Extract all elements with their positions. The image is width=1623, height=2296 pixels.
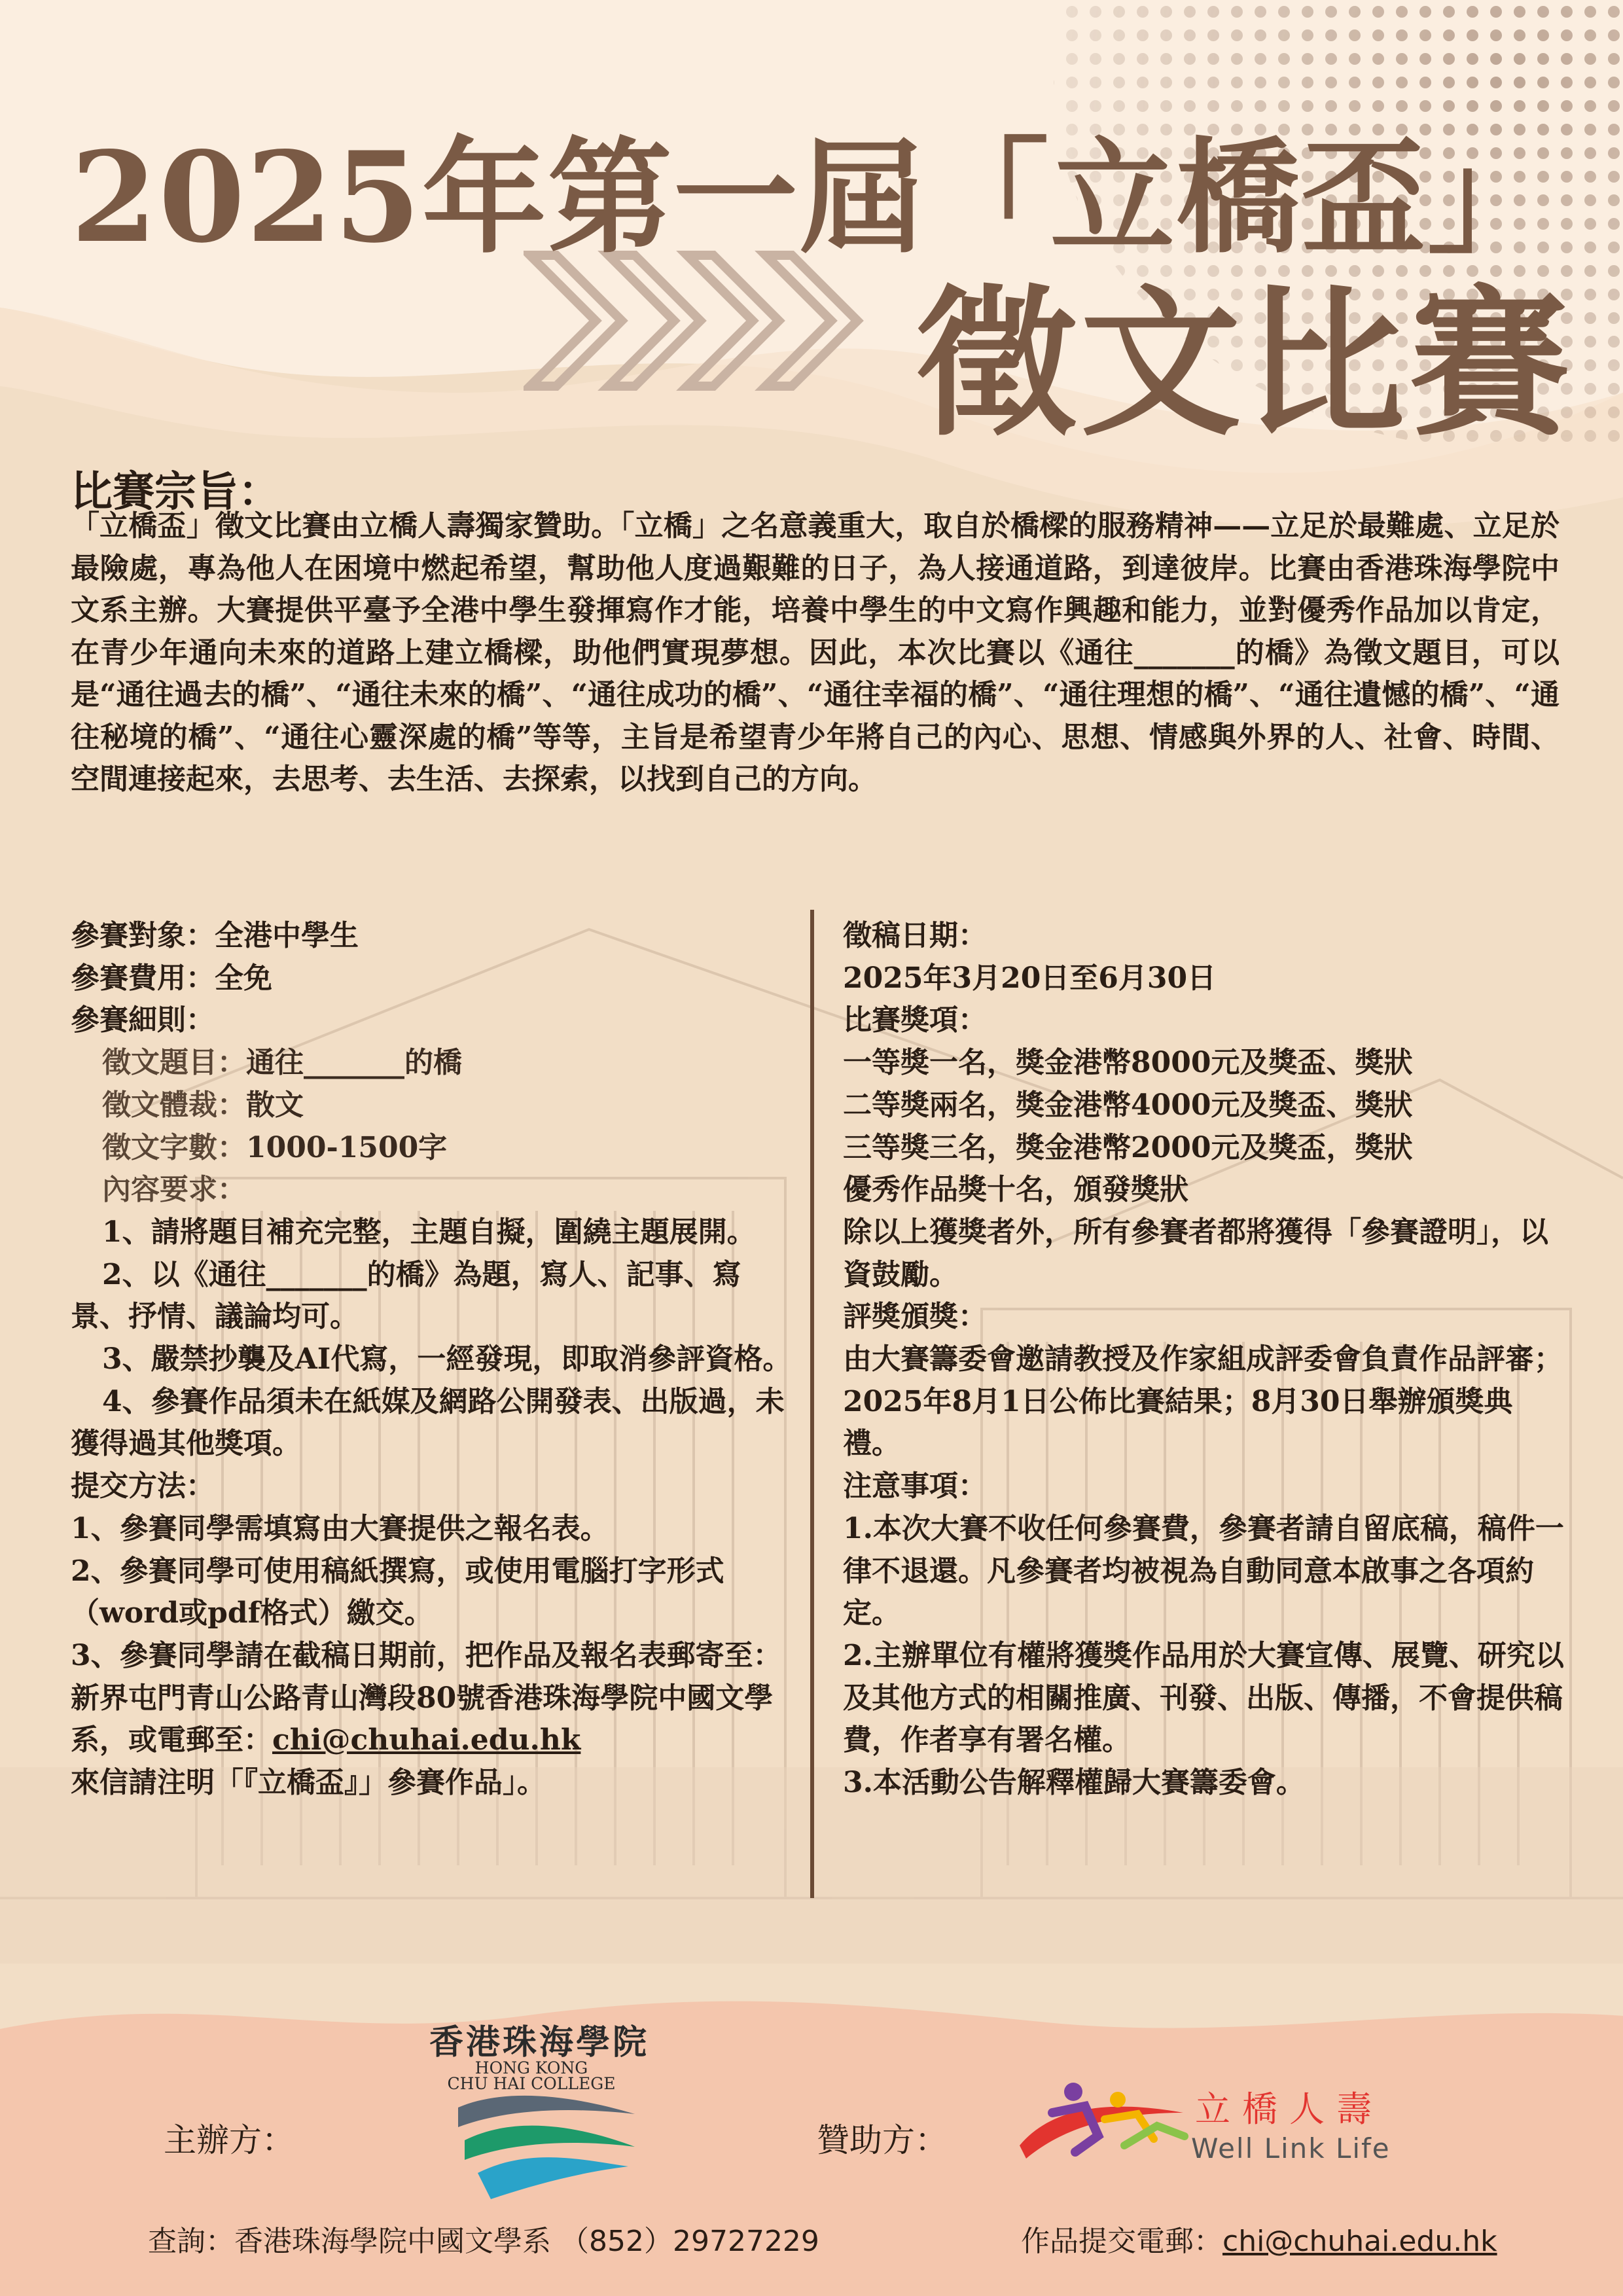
title-line-2: 徵文比賽 (916, 271, 1573, 457)
deadline-heading: 徵稿日期： (843, 919, 987, 952)
awards-heading: 比賽獎項： (843, 1003, 987, 1037)
note-3: 3.本活動公告解釋權歸大賽籌委會。 (843, 1766, 1305, 1800)
sponsor-label: 贊助方： (817, 2121, 948, 2159)
submit-3 (71, 1635, 797, 1762)
column-divider (810, 910, 814, 1898)
rules-heading: 參賽細則： (71, 1003, 215, 1037)
chuhai-logo-cn: 香港珠海學院 (429, 2022, 650, 2062)
submit-email-link[interactable]: chi@chuhai.edu.hk (272, 1723, 581, 1757)
wordcount-line (71, 1127, 797, 1170)
organizer-label: 主辦方： (164, 2121, 294, 2159)
content-heading: 內容要求： (102, 1173, 246, 1207)
award-2: 二等獎兩名，獎金港幣4000元及獎盃、獎狀 (843, 1088, 1413, 1122)
submit-heading: 提交方法： (71, 1469, 215, 1503)
left-column (71, 915, 797, 1804)
requirement-1: 1、請將題目補充完整，主題自擬，圍繞主題展開。 (102, 1215, 756, 1249)
genre-line (71, 1085, 797, 1127)
chuhai-logo-en (440, 2060, 623, 2092)
enquiry-line: 查詢：香港珠海學院中國文學系 （852）29727229 (148, 2225, 819, 2258)
well-link-life-cn: 立橋人壽 (1195, 2089, 1383, 2130)
deadline-value: 2025年3月20日至6月30日 (843, 961, 1217, 995)
award-5: 除以上獲獎者外，所有參賽者都將獲得「參賽證明」，以資鼓勵。 (843, 1215, 1548, 1291)
submit-3-text: 3、參賽同學請在截稿日期前，把作品及報名表郵寄至：新界屯門青山公路青山灣段80號香港珠海學院中國文學系，或電郵至： (71, 1638, 782, 1757)
purpose-heading: 比賽宗旨： (71, 467, 280, 516)
requirement-3: 3、嚴禁抄襲及AI代寫，一經發現，即取消參評資格。 (102, 1342, 792, 1376)
requirement-4: 4、參賽作品須未在紙媒及網路公開發表、出版過，未獲得過其他獎項。 (71, 1384, 785, 1461)
target-line: 參賽對象：全港中學生 (71, 919, 359, 952)
judging-body: 由大賽籌委會邀請教授及作家組成評委會負責作品評審；2025年8月1日公佈比賽結果；8月30日舉辦頒獎典禮。 (843, 1342, 1563, 1461)
fee-line: 參賽費用：全免 (71, 961, 272, 995)
notes-heading: 注意事項： (843, 1469, 987, 1503)
topic-line (71, 1042, 797, 1085)
topic-value: 通往_______的橋 (246, 1046, 462, 1080)
submit-email-line (1021, 2217, 1497, 2259)
well-link-life-en: Well Link Life (1191, 2132, 1391, 2164)
chuhai-wave-logo-icon (452, 2088, 641, 2206)
wordcount-label: 徵文字數： (102, 1130, 246, 1164)
well-link-life-logo-icon (1013, 2073, 1190, 2172)
submit-2: 2、參賽同學可使用稿紙撰寫，或使用電腦打字形式（word或pdf格式）繳交。 (71, 1554, 724, 1630)
title-line-1: 2025年第一屆「立橋盃」 (71, 124, 1553, 270)
submit-email-label: 作品提交電郵： (1021, 2225, 1222, 2258)
footer-email-link[interactable]: chi@chuhai.edu.hk (1222, 2225, 1497, 2258)
award-4: 優秀作品獎十名，頒發獎狀 (843, 1173, 1188, 1207)
judging-heading: 評獎頒獎： (843, 1300, 987, 1334)
chuhai-en-line-1: HONG KONG (474, 2058, 588, 2077)
submit-1: 1、參賽同學需填寫由大賽提供之報名表。 (71, 1511, 609, 1545)
note-1: 1.本次大賽不收任何參賽費，參賽者請自留底稿，稿件一律不退還。凡參賽者均被視為自動同意本啟事之各項約定。 (843, 1511, 1564, 1630)
wordcount-value: 1000-1500字 (246, 1130, 448, 1164)
requirement-2: 2、以《通往_______的橋》為題，寫人、記事、寫景、抒情、議論均可。 (71, 1257, 741, 1334)
submit-note: 來信請注明「『立橋盃』」參賽作品」。 (71, 1766, 546, 1800)
genre-label: 徵文體裁： (102, 1088, 246, 1122)
award-3: 三等獎三名，獎金港幣2000元及獎盃，獎狀 (843, 1130, 1413, 1164)
right-column (843, 915, 1569, 1804)
purpose-body: 「立橋盃」徵文比賽由立橋人壽獨家贊助。「立橋」之名意義重大，取自於橋樑的服務精神——立足於最難處、立足於最險處，專為他人在困境中燃起希望，幫助他人度過艱難的日子，為人接通道路，到達彼岸。比賽由香港珠海學院中文系主辦。大賽提供平臺予全港中學生發揮寫作才能，培養中學生的中文寫作興趣和能力，並對優秀作品加以肯定，在青少年通向未來的道路上建立橋樑，助他們實現夢想。因此，本次比賽以《通往_______的橋》為徵文題目，可以是“通往過去的橋”、“通往未來的橋”、“通往成功的橋”、“通往幸福的橋”、“通往理想的橋”、“通往遺憾的橋”、“通往秘境的橋”、“通往心靈深處的橋”等等，主旨是希望青少年將自己的內心、思想、情感與外界的人、社會、時間、空間連接起來，去思考、去生活、去探索，以找到自己的方向。 (71, 509, 1560, 796)
genre-value: 散文 (246, 1088, 304, 1122)
award-1: 一等獎一名，獎金港幣8000元及獎盃、獎狀 (843, 1046, 1413, 1080)
topic-label: 徵文題目： (102, 1046, 246, 1080)
note-2: 2.主辦單位有權將獲獎作品用於大賽宣傳、展覽、研究以及其他方式的相關推廣、刊發、出版、傳播，不會提供稿費，作者享有署名權。 (843, 1638, 1564, 1757)
chuhai-en-line-2: CHU HAI COLLEGE (447, 2074, 616, 2093)
